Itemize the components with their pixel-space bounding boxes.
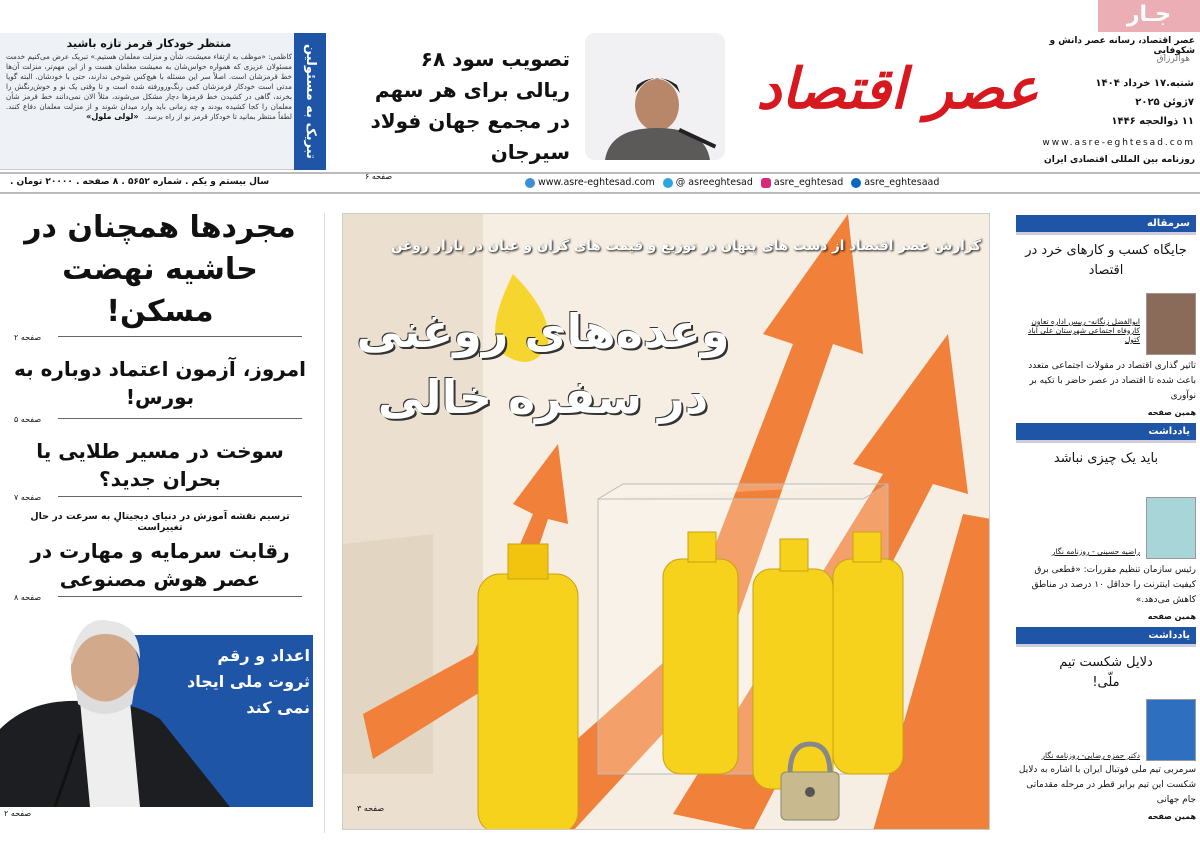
- story-page: صفحه ۲: [14, 333, 42, 342]
- linkedin-icon: [851, 178, 861, 188]
- main-story-title: [353, 298, 733, 430]
- story-page: صفحه ۵: [14, 415, 42, 424]
- watermark: جـار: [1098, 0, 1200, 32]
- author-name: ابوالفضل زنگانه- رییس اداره تعاون کاروفاه اجتماعی شهرستان علی آباد کتول: [1028, 317, 1140, 344]
- article-text: رئیس سازمان تنظیم مقررات: «قطعی برق کیفیت اینترنت را حداقل ۱۰ درصد در مناطق کاهش می‌دهد.»: [1031, 565, 1196, 605]
- see-page-link[interactable]: همین صفحه: [1147, 408, 1196, 417]
- linkedin-link[interactable]: asre_eghtesaad: [851, 177, 939, 188]
- lead-story-title: تصویب سود ۶۸ ریالی برای هر سهم در مجمع جهان فولاد سیرجان: [370, 47, 570, 164]
- story-page: صفحه ۷: [14, 493, 42, 502]
- see-page-link[interactable]: همین صفحه: [1147, 612, 1196, 621]
- lead-story-page: صفحه ۶: [365, 172, 393, 181]
- divider: [58, 418, 302, 419]
- article-text: سرمربی تیم ملی فوتبال ایران با اشاره به دلایل شکست این تیم برابر قطر در مرحله مقدماتی جام جهانی: [1018, 765, 1196, 805]
- see-page-link[interactable]: همین صفحه: [1147, 812, 1196, 821]
- article-title: جایگاه کسب و کارهای خرد در اقتصاد: [1025, 243, 1187, 278]
- right-column: [1016, 215, 1196, 821]
- article-title: باید یک چیزی نباشد: [1053, 451, 1159, 466]
- story-page: صفحه ۲: [4, 809, 32, 818]
- globe-icon: [525, 178, 535, 188]
- masthead-website[interactable]: www.asre-eghtesad.com: [1042, 138, 1195, 148]
- telegram-icon: [663, 178, 673, 188]
- greeting-title[interactable]: منتظر خودکار قرمز تازه باشید: [66, 37, 232, 50]
- instagram-icon: [761, 178, 771, 188]
- issue-info: سال بیستم و یکم . شماره ۵۶۵۲ . ۸ صفحه . ۲۰۰۰۰ تومان .: [10, 177, 270, 187]
- author-name: راضیه حسینی - روزنامه نگار: [1051, 547, 1140, 556]
- date-hijri: ۱۱ ذوالحجه ۱۴۴۶: [1111, 116, 1194, 127]
- story-title: رقابت سرمایه و مهارت در عصر هوش مصنوعی: [30, 539, 290, 591]
- invocation: هوالرزاق: [1156, 54, 1190, 64]
- story-title: اعداد و رقم ثروت ملی ایجاد نمی کند: [187, 646, 310, 717]
- main-story[interactable]: [342, 213, 990, 830]
- divider: [58, 336, 302, 337]
- story-bourse[interactable]: [0, 343, 320, 425]
- author-photo: [1146, 293, 1196, 355]
- article-text: تاثیر گذاری اقتصاد در مقولات اجتماعی متعدد باعث شده تا اقتصاد در عصر حاضر با تکیه بر نوآوری: [1028, 361, 1196, 401]
- website-link[interactable]: www.asre-eghtesad.com: [525, 177, 655, 188]
- note-1[interactable]: [1016, 423, 1196, 621]
- lead-story[interactable]: [365, 44, 570, 181]
- author-photo: [1146, 699, 1196, 761]
- masthead-subtitle: روزنامه بین المللی اقتصادی ایران: [1044, 155, 1195, 165]
- author-photo: [1146, 497, 1196, 559]
- left-column: [0, 195, 320, 821]
- article-title: دلایل شکست تیم ملّی!: [1059, 655, 1153, 690]
- main-story-kicker: گزارش عصر اقتصاد از دست های پنهان در توزیع و قیمت های گران و عیان در بازار روغن: [391, 238, 981, 254]
- main-story-page: صفحه ۳: [357, 804, 385, 813]
- story-housing[interactable]: [0, 195, 320, 343]
- main-title-line2: در سفره خالی: [377, 370, 709, 424]
- telegram-link[interactable]: @ asreeghtesad: [663, 177, 753, 188]
- story-ai[interactable]: [0, 503, 320, 603]
- greeting-tab: تبریک به مسئولین: [294, 33, 326, 170]
- divider: [58, 496, 302, 497]
- story-national-wealth[interactable]: [0, 609, 315, 821]
- story-page: صفحه ۸: [14, 593, 42, 602]
- story-title: مجردها همچنان در حاشیه نهضت مسکن!: [24, 210, 296, 329]
- instagram-link[interactable]: asre_eghtesad: [761, 177, 843, 188]
- author-name: دکتر حمزه رضایی- روزنامه نگار: [1041, 751, 1140, 760]
- main-title-line1: وعده‌های روغنی: [356, 304, 730, 358]
- greeting-signature: «لولی ملول»: [86, 112, 139, 121]
- greeting-content: [6, 37, 292, 122]
- greeting-text: [6, 52, 292, 122]
- story-kicker: ترسیم نقشه آموزش در دنیای دیجیتالِ به سرعت در حال تغییراست: [30, 511, 290, 533]
- date-gregorian: ۷ژوئن ۲۰۲۵: [1135, 97, 1194, 108]
- social-links: [525, 177, 939, 188]
- lead-story-photo: [585, 33, 725, 160]
- story-title: سوخت در مسیر طلایی یا بحران جدید؟: [36, 439, 284, 491]
- section-header: یادداشت: [1016, 423, 1196, 443]
- story-title: امروز، آزمون اعتماد دوباره به بورس!: [14, 357, 306, 409]
- date-shamsi: شنبه.۱۷ خرداد ۱۴۰۴: [1095, 78, 1194, 89]
- tagline: عصر اقتصاد، رسانه عصر دانش و شکوفایی: [1049, 36, 1195, 56]
- column-divider: [324, 213, 325, 833]
- editorial[interactable]: [1016, 215, 1196, 417]
- story-fuel[interactable]: [0, 425, 320, 503]
- issue-dates: [1070, 74, 1194, 131]
- section-header: یادداشت: [1016, 627, 1196, 647]
- greeting-body: کاظمی: «موظف به ارتقاء معیشت، شأن و منزلت معلمان هستیم.» تبریک عرض می‌کنیم خدمت مسئولان عزیزی که همواره حواس‌شان به معیشت معلمان هست و از این مهم‌تر، منزلت آن‌ها خط قرمزشان است. اصلاً سر این مسئله با هیچ‌کس شوخی ندارند، حتی با خودشان. البته گویا مدتی است خودکار قرمزشان کمی رنگ‌ورورفته شده است و تا وقتی یک نو و خوش‌رنگش را بخرند، گاهی در کشیدن خط قرمزها دچار مشکل می‌شوند، مثلاً الان نمی‌دانند خط قرمز شأن معلمان را کجا کشیده بودند و چه زمانی باید وارد میدان شوند و از منزلت معلمان دفاع کنند. لطفاً منتظر بمانید تا خودکار قرمز نو از راه برسد.: [6, 52, 292, 121]
- section-header: سرمقاله: [1016, 215, 1196, 235]
- divider: [58, 596, 302, 597]
- note-2[interactable]: [1016, 627, 1196, 821]
- masthead-logo: عصر اقتصاد: [756, 57, 1039, 122]
